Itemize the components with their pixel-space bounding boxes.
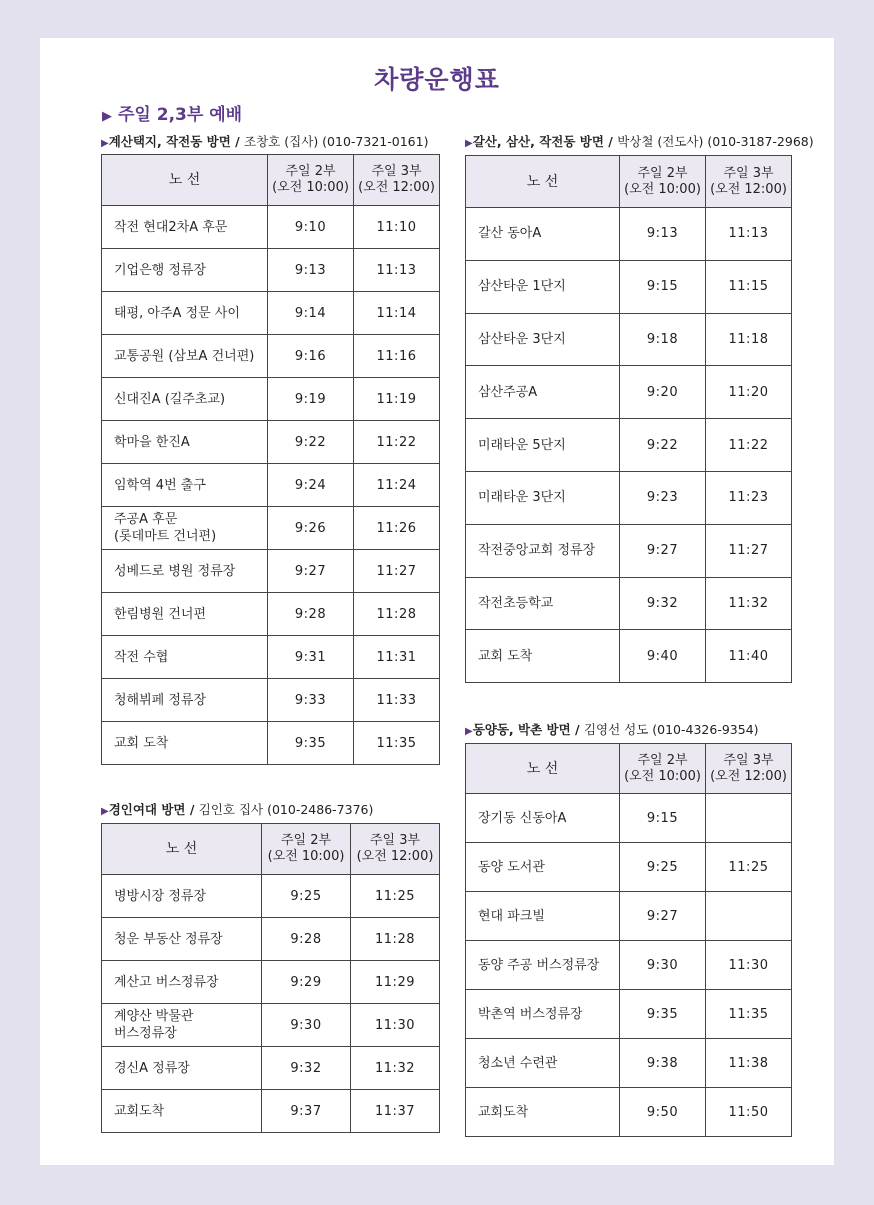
departure-time: 9:28 [262,918,351,961]
departure-time: 9:10 [268,206,354,249]
table-row [102,593,440,636]
departure-time: 9:30 [620,941,706,990]
header-route: 노 선 [466,156,620,208]
departure-time: 9:31 [268,636,354,679]
driver-contact: 박상철 (전도사) (010-3187-2968) [617,134,814,149]
header-service: 주일 3부 (오전 12:00) [706,744,792,794]
stop-name: 갈산 동아A [466,208,620,261]
table-row [102,918,440,961]
triangle-bullet-icon: ▶ [465,726,473,737]
stop-name: 계양산 박물관 버스정류장 [102,1004,262,1047]
schedule-table [101,154,440,765]
table-row [466,794,792,843]
departure-time: 11:23 [706,471,792,524]
page-title: 차량운행표 [374,65,500,94]
stop-name: 작전 수협 [102,636,268,679]
triangle-bullet-icon: ▶ [465,138,473,149]
stop-name: 교회도착 [102,1090,262,1133]
departure-time: 11:27 [706,524,792,577]
table-row [466,208,792,261]
stop-name: 신대진A (길주초교) [102,378,268,421]
departure-time: 9:15 [620,794,706,843]
stop-name: 계산고 버스정류장 [102,961,262,1004]
table-row [102,1090,440,1133]
stop-name: 성베드로 병원 정류장 [102,550,268,593]
departure-time: 9:38 [620,1039,706,1088]
table-row [102,1047,440,1090]
table-row [466,260,792,313]
table-row [102,1004,440,1047]
route-name: 계산택지, 작전동 방면 / [108,134,245,149]
table-row [466,524,792,577]
stop-name: 청해뷔페 정류장 [102,679,268,722]
departure-time: 9:35 [620,990,706,1039]
departure-time: 9:13 [268,249,354,292]
stop-name: 교회 도착 [102,722,268,765]
departure-time: 11:32 [706,577,792,630]
header-service: 주일 2부 (오전 10:00) [620,744,706,794]
departure-time: 11:15 [706,260,792,313]
header-service: 주일 3부 (오전 12:00) [706,156,792,208]
departure-time: 11:29 [351,961,440,1004]
departure-time: 9:13 [620,208,706,261]
departure-time: 11:13 [354,249,440,292]
table-row [466,630,792,683]
table-row [466,313,792,366]
departure-time: 9:22 [620,419,706,472]
header-service: 주일 2부 (오전 10:00) [620,156,706,208]
departure-time: 9:40 [620,630,706,683]
route-label [465,132,814,150]
departure-time [706,892,792,941]
departure-time: 11:13 [706,208,792,261]
driver-contact: 김영선 성도 (010-4326-9354) [583,722,759,737]
departure-time: 11:27 [354,550,440,593]
departure-time: 11:16 [354,335,440,378]
route-name: 갈산, 삼산, 작전동 방면 / [472,134,618,149]
driver-contact: 김인호 집사 (010-2486-7376) [198,802,374,817]
departure-time: 11:25 [706,843,792,892]
table-row [102,722,440,765]
schedule-table [101,823,440,1133]
stop-name: 교통공원 (삼보A 건너편) [102,335,268,378]
departure-time: 9:24 [268,464,354,507]
header-service: 주일 3부 (오전 12:00) [354,155,440,206]
departure-time: 11:10 [354,206,440,249]
schedule-table [465,155,792,683]
departure-time: 11:22 [706,419,792,472]
departure-time: 11:25 [351,875,440,918]
departure-time: 9:15 [620,260,706,313]
subtitle-text: 주일 2,3부 예배 [118,105,243,125]
departure-time: 11:50 [706,1088,792,1137]
departure-time: 9:19 [268,378,354,421]
departure-time: 9:16 [268,335,354,378]
table-row [466,990,792,1039]
triangle-bullet-icon: ▶ [101,138,109,149]
departure-time: 11:18 [706,313,792,366]
stop-name: 기업은행 정류장 [102,249,268,292]
departure-time: 9:50 [620,1088,706,1137]
stop-name: 청운 부동산 정류장 [102,918,262,961]
stop-name: 삼산주공A [466,366,620,419]
route-label [101,132,428,150]
departure-time: 11:35 [354,722,440,765]
triangle-bullet-icon: ▶ [101,806,109,817]
service-subtitle [102,100,242,125]
stop-name: 경신A 정류장 [102,1047,262,1090]
departure-time: 9:22 [268,421,354,464]
stop-name: 병방시장 정류장 [102,875,262,918]
departure-time: 9:25 [262,875,351,918]
departure-time: 9:26 [268,507,354,550]
table-row [466,941,792,990]
route-name: 경인여대 방면 / [108,802,199,817]
departure-time: 11:28 [351,918,440,961]
departure-time: 11:30 [351,1004,440,1047]
stop-name: 청소년 수련관 [466,1039,620,1088]
stop-name: 장기동 신동아A [466,794,620,843]
table-row [102,464,440,507]
route-label [101,800,373,818]
departure-time: 9:18 [620,313,706,366]
header-route: 노 선 [102,155,268,206]
schedule-table [465,743,792,1137]
departure-time: 9:14 [268,292,354,335]
departure-time: 11:37 [351,1090,440,1133]
departure-time: 9:29 [262,961,351,1004]
table-row [466,1088,792,1137]
stop-name: 박촌역 버스정류장 [466,990,620,1039]
departure-time: 9:20 [620,366,706,419]
table-row [102,378,440,421]
table-row [466,366,792,419]
header-service: 주일 2부 (오전 10:00) [262,824,351,875]
table-header-row [102,155,440,206]
header-route: 노 선 [102,824,262,875]
stop-name: 미래타운 3단지 [466,471,620,524]
departure-time: 11:22 [354,421,440,464]
table-header-row [102,824,440,875]
departure-time: 9:23 [620,471,706,524]
route-label [465,720,759,738]
stop-name: 작전 현대2차A 후문 [102,206,268,249]
stop-name: 작전중앙교회 정류장 [466,524,620,577]
departure-time: 11:14 [354,292,440,335]
departure-time: 9:35 [268,722,354,765]
table-row [102,961,440,1004]
driver-contact: 조창호 (집사) (010-7321-0161) [244,134,429,149]
table-row [102,206,440,249]
departure-time [706,794,792,843]
table-row [466,419,792,472]
departure-time: 9:30 [262,1004,351,1047]
triangle-bullet-icon: ▶ [102,109,112,124]
table-row [466,892,792,941]
departure-time: 11:32 [351,1047,440,1090]
schedule-page [40,38,834,1165]
stop-name: 태평, 아주A 정문 사이 [102,292,268,335]
table-row [466,1039,792,1088]
departure-time: 11:24 [354,464,440,507]
stop-name: 동양 도서관 [466,843,620,892]
departure-time: 11:26 [354,507,440,550]
departure-time: 11:28 [354,593,440,636]
stop-name: 현대 파크빌 [466,892,620,941]
departure-time: 9:27 [268,550,354,593]
table-header-row [466,156,792,208]
stop-name: 미래타운 5단지 [466,419,620,472]
departure-time: 11:30 [706,941,792,990]
table-row [102,292,440,335]
departure-time: 11:38 [706,1039,792,1088]
table-row [102,249,440,292]
departure-time: 9:32 [262,1047,351,1090]
departure-time: 9:28 [268,593,354,636]
stop-name: 한림병원 건너편 [102,593,268,636]
departure-time: 11:20 [706,366,792,419]
table-row [102,875,440,918]
departure-time: 9:25 [620,843,706,892]
header-service: 주일 2부 (오전 10:00) [268,155,354,206]
stop-name: 삼산타운 1단지 [466,260,620,313]
stop-name: 학마을 한진A [102,421,268,464]
table-row [466,471,792,524]
stop-name: 주공A 후문 (롯데마트 건너편) [102,507,268,550]
table-row [102,679,440,722]
stop-name: 교회 도착 [466,630,620,683]
departure-time: 9:32 [620,577,706,630]
table-row [102,636,440,679]
table-row [102,335,440,378]
departure-time: 11:31 [354,636,440,679]
departure-time: 9:33 [268,679,354,722]
table-row [102,421,440,464]
table-row [102,550,440,593]
departure-time: 11:19 [354,378,440,421]
header-service: 주일 3부 (오전 12:00) [351,824,440,875]
departure-time: 11:35 [706,990,792,1039]
stop-name: 작전초등학교 [466,577,620,630]
departure-time: 9:37 [262,1090,351,1133]
stop-name: 삼산타운 3단지 [466,313,620,366]
departure-time: 9:27 [620,892,706,941]
stop-name: 임학역 4번 출구 [102,464,268,507]
stop-name: 동양 주공 버스정류장 [466,941,620,990]
stop-name: 교회도착 [466,1088,620,1137]
table-row [466,577,792,630]
departure-time: 11:40 [706,630,792,683]
header-route: 노 선 [466,744,620,794]
table-header-row [466,744,792,794]
departure-time: 9:27 [620,524,706,577]
departure-time: 11:33 [354,679,440,722]
table-row [102,507,440,550]
route-name: 동양동, 박촌 방면 / [472,722,584,737]
table-row [466,843,792,892]
